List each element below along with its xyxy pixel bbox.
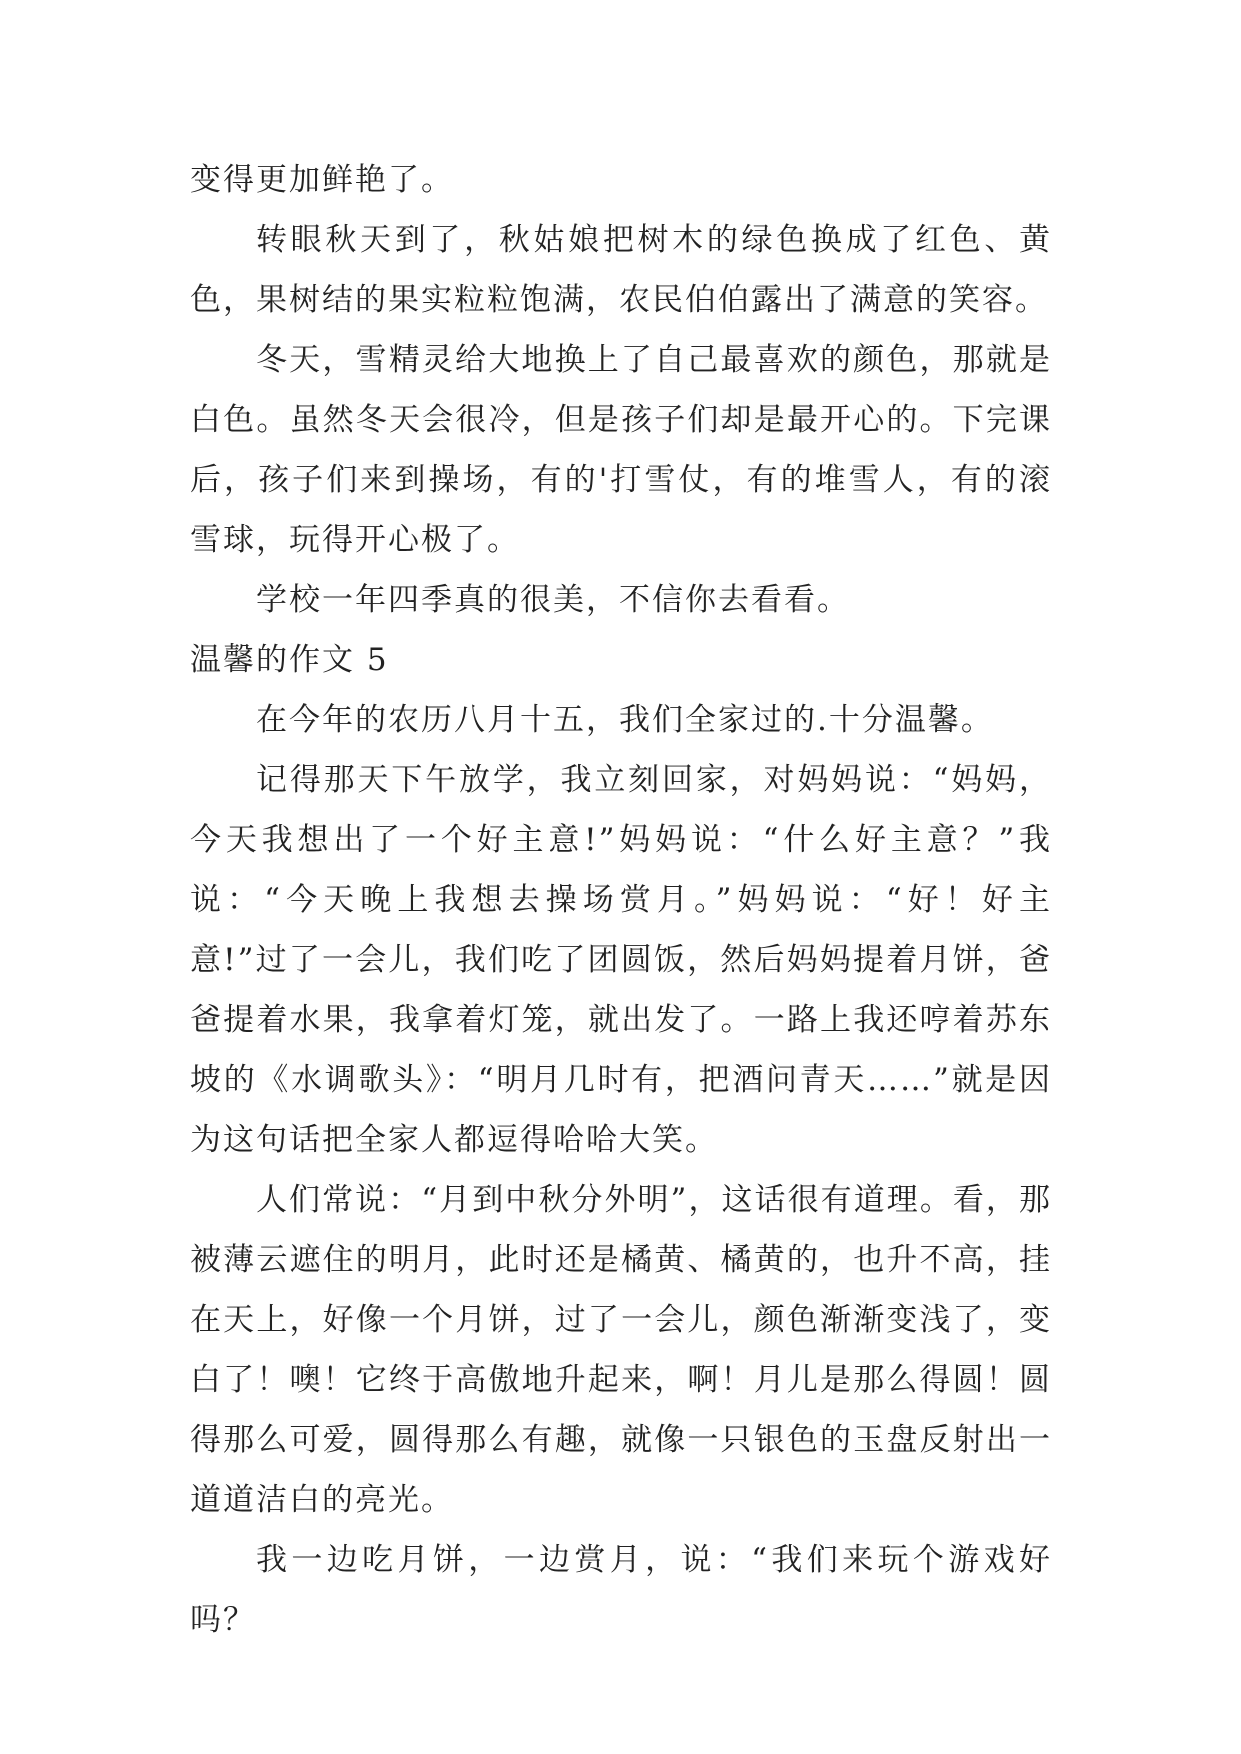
paragraph-intro: 在今年的农历八月十五，我们全家过的.十分温馨。 — [256, 702, 994, 738]
paragraph-winter: 冬天，雪精灵给大地换上了自己最喜欢的颜色，那就是白色。虽然冬天会很冷，但是孩子们却是最开心的。下完课后，孩子们来到操场，有的'打雪仗，有的堆雪人，有的滚雪球，玩得开心极了。 — [190, 342, 1052, 558]
document-body — [190, 150, 1052, 1650]
paragraph-dialogue: 记得那天下午放学，我立刻回家，对妈妈说：“妈妈，今天我想出了一个好主意!”妈妈说：“什么好主意？”我说：“今天晚上我想去操场赏月。”妈妈说：“好！好主意!”过了一会儿，我们吃了团圆饭，然后妈妈提着月饼，爸爸提着水果，我拿着灯笼，就出发了。一路上我还哼着苏东坡的《水调歌头》：“明月几时有，把酒问青天……”就是因为这句话把全家人都逗得哈哈大笑。 — [190, 762, 1052, 1158]
paragraph-game: 我一边吃月饼，一边赏月，说：“我们来玩个游戏好吗？ — [190, 1542, 1052, 1638]
paragraph-moon: 人们常说：“月到中秋分外明”，这话很有道理。看，那被薄云遮住的明月，此时还是橘黄、橘黄的，也升不高，挂在天上，好像一个月饼，过了一会儿，颜色渐渐变浅了，变白了！噢！它终于高傲地升起来，啊！月儿是那么得圆！圆得那么可爱，圆得那么有趣，就像一只银色的玉盘反射出一道道洁白的亮光。 — [190, 1182, 1052, 1518]
paragraph-autumn: 转眼秋天到了，秋姑娘把树木的绿色换成了红色、黄色，果树结的果实粒粒饱满，农民伯伯露出了满意的笑容。 — [190, 222, 1052, 318]
section-heading: 温馨的作文 5 — [190, 642, 389, 678]
paragraph-continued: 变得更加鲜艳了。 — [190, 162, 454, 198]
paragraph-conclusion: 学校一年四季真的很美，不信你去看看。 — [256, 582, 850, 618]
